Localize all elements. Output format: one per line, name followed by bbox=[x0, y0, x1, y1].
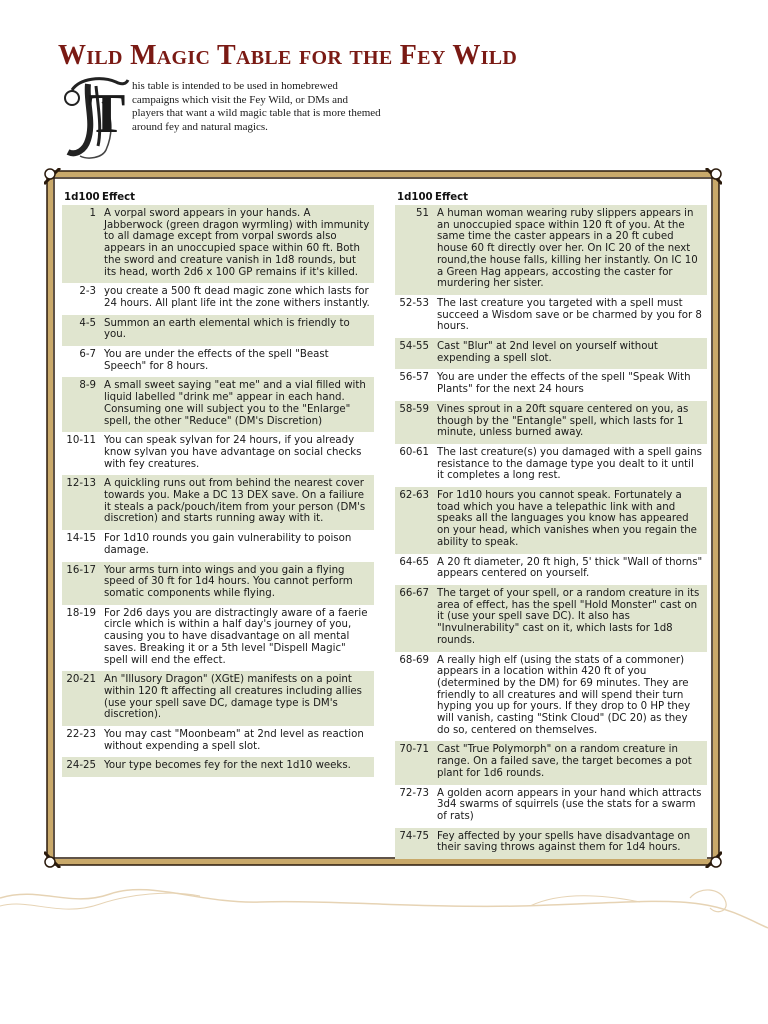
roll-value: 16-17 bbox=[66, 564, 96, 576]
roll-value: 24-25 bbox=[66, 760, 96, 772]
roll-value: 70-71 bbox=[399, 744, 429, 756]
table-row bbox=[395, 652, 707, 742]
roll-value: 64-65 bbox=[399, 556, 429, 568]
effect-text: For 1d10 rounds you gain vulnerability to poison damage. bbox=[104, 533, 352, 556]
header-dice: 1d100 bbox=[397, 192, 433, 203]
wild-magic-table bbox=[62, 185, 707, 859]
table-row bbox=[62, 432, 374, 475]
table-row bbox=[62, 757, 374, 777]
roll-value: 10-11 bbox=[66, 435, 96, 447]
roll-value: 58-59 bbox=[399, 403, 429, 415]
table-row bbox=[395, 741, 707, 784]
table-row bbox=[62, 605, 374, 672]
effect-text: A human woman wearing ruby slippers appears in an unoccupied space within 120 ft of you. At the same time the caster appears in a 20 ft cubed house 60 ft directly over her. On IC 20 of the next round,the house falls, killing her instantly. On IC 10 a Green Hag appears, accosting the caster for murdering her sister. bbox=[437, 208, 698, 290]
table-row bbox=[62, 562, 374, 605]
effect-text: A 20 ft diameter, 20 ft high, 5' thick "Wall of thorns" appears centered on yourself. bbox=[437, 556, 703, 580]
effect-text: A golden acorn appears in your hand which attracts 3d4 swarms of squirrels (use the stats for a swarm of rats) bbox=[437, 787, 702, 822]
table-row bbox=[62, 530, 374, 561]
roll-value: 8-9 bbox=[79, 380, 96, 392]
table-header bbox=[395, 185, 707, 205]
table-row bbox=[395, 401, 707, 444]
effect-text: Fey affected by your spells have disadvantage on their saving throws against them for 1d4 hours. bbox=[437, 830, 691, 854]
roll-value: 14-15 bbox=[66, 533, 96, 545]
effect-text: You are under the effects of the spell "Beast Speech" for 8 hours. bbox=[104, 349, 329, 372]
table-row bbox=[395, 369, 707, 400]
table-row bbox=[62, 205, 374, 283]
table-row bbox=[62, 726, 374, 757]
effect-text: Summon an earth elemental which is friendly to you. bbox=[104, 317, 350, 341]
header-dice: 1d100 bbox=[64, 192, 100, 203]
table-column-right bbox=[395, 185, 707, 859]
table-row bbox=[395, 205, 707, 295]
table-row bbox=[395, 585, 707, 652]
effect-text: For 1d10 hours you cannot speak. Fortunately a toad which you have a telepathic link with and speaks all the languages you know has appeared on your head, which vanishes when you regain the ability to speak. bbox=[437, 490, 697, 548]
effect-text: The last creature(s) you damaged with a spell gains resistance to the damage type you dealt to it until it completes a long rest. bbox=[437, 446, 702, 482]
effect-text: An "Illusory Dragon" (XGtE) manifests on a point within 120 ft affecting all creatures including allies (use your spell save DC, damage type is DM's discretion). bbox=[104, 674, 362, 721]
roll-value: 6-7 bbox=[79, 349, 96, 361]
effect-text: A quickling runs out from behind the nearest cover towards you. Make a DC 13 DEX save. On a failiure it steals a pack/pouch/item from your person (DM's discretion) and starts running away with it. bbox=[104, 478, 366, 525]
roll-value: 4-5 bbox=[79, 317, 96, 329]
effect-text: A small sweet saying "eat me" and a vial filled with liquid labelled "drink me" appear in each hand. Consuming one will subject you to the "Enlarge" spell, the other "Reduce" (DM's Discretion) bbox=[104, 380, 366, 427]
effect-text: You may cast "Moonbeam" at 2nd level as reaction without expending a spell slot. bbox=[104, 729, 364, 752]
effect-text: A really high elf (using the stats of a commoner) appears in a location within 420 ft of you (determined by the DM) for 69 minutes. They are friendly to all creatures and will spend their turn hyping you up for yours. If they drop to 0 HP they will vanish, casting "Stink Cloud" (DC 20) as they do so, centered on themselves. bbox=[437, 654, 691, 736]
roll-value: 51 bbox=[416, 208, 429, 219]
table-row bbox=[395, 338, 707, 369]
roll-value: 54-55 bbox=[399, 341, 429, 353]
effect-text: The target of your spell, or a random creature in its area of effect, has the spell "Hold Monster" cast on it (use your spell save DC). It also has "Invulnerability" cast on it, which lasts for 1d8 rounds. bbox=[437, 587, 700, 646]
roll-value: 60-61 bbox=[399, 446, 429, 458]
header-effect: Effect bbox=[102, 192, 136, 203]
table-column-left bbox=[62, 185, 374, 859]
table-row bbox=[62, 671, 374, 726]
table-row bbox=[395, 785, 707, 828]
roll-value: 1 bbox=[89, 208, 96, 219]
effect-text: The last creature you targeted with a spell must succeed a Wisdom save or be charmed by you for 8 hours. bbox=[437, 297, 702, 333]
effect-text: You can speak sylvan for 24 hours, if you already know sylvan you have advantage on social checks with fey creatures. bbox=[104, 435, 362, 470]
effect-text: Cast "True Polymorph" on a random creature in range. On a failed save, the target becomes a pot plant for 1d6 rounds. bbox=[437, 744, 692, 779]
drop-cap-letter bbox=[58, 72, 132, 162]
effect-text: Your type becomes fey for the next 1d10 weeks. bbox=[104, 760, 351, 772]
effect-text: you create a 500 ft dead magic zone which lasts for 24 hours. All plant life int the zone withers instantly. bbox=[104, 286, 370, 309]
table-row bbox=[62, 377, 374, 432]
roll-value: 20-21 bbox=[66, 674, 96, 686]
roll-value: 12-13 bbox=[66, 478, 96, 490]
table-row bbox=[395, 554, 707, 585]
roll-value: 56-57 bbox=[399, 372, 429, 384]
table-header bbox=[62, 185, 374, 205]
table-row bbox=[395, 828, 707, 859]
roll-value: 52-53 bbox=[399, 297, 429, 309]
table-row bbox=[62, 315, 374, 346]
roll-value: 2-3 bbox=[79, 286, 96, 298]
table-row bbox=[395, 444, 707, 487]
effect-text: Your arms turn into wings and you gain a flying speed of 30 ft for 1d4 hours. You cannot perform somatic components while flying. bbox=[104, 564, 353, 599]
effect-text: You are under the effects of the spell "Speak With Plants" for the next 24 hours bbox=[437, 372, 691, 396]
roll-value: 66-67 bbox=[399, 587, 429, 599]
table-row bbox=[62, 283, 374, 314]
effect-text: For 2d6 days you are distractingly aware of a faerie circle which is within a half day's journey of you, causing you to have disadvantage on all mental saves. Breaking it or a 5th level "Dispell Magic" spell will end the effect. bbox=[104, 607, 368, 666]
table-row bbox=[395, 487, 707, 554]
roll-value: 68-69 bbox=[399, 654, 429, 666]
roll-value: 22-23 bbox=[66, 729, 96, 741]
roll-value: 18-19 bbox=[66, 607, 96, 619]
intro-paragraph: his table is intended to be used in homebrewed campaigns which visit the Fey Wild, or DMs and players that want a wild magic table that is more themed around fey and natural magics. bbox=[132, 80, 381, 133]
effect-text: Cast "Blur" at 2nd level on yourself without expending a spell slot. bbox=[437, 341, 658, 364]
page-title: Wild Magic Table for the Fey Wild bbox=[58, 40, 518, 71]
effect-text: Vines sprout in a 20ft square centered on you, as though by the "Entangle" spell, which lasts for 1 minute, unless burned away. bbox=[437, 403, 689, 439]
decorative-swirl bbox=[0, 868, 768, 948]
roll-value: 62-63 bbox=[399, 490, 429, 502]
table-row bbox=[395, 295, 707, 338]
roll-value: 72-73 bbox=[399, 787, 429, 799]
svg-text:T: T bbox=[88, 83, 126, 145]
header-effect: Effect bbox=[435, 192, 469, 203]
roll-value: 74-75 bbox=[399, 830, 429, 842]
table-row bbox=[62, 346, 374, 377]
table-row bbox=[62, 475, 374, 530]
effect-text: A vorpal sword appears in your hands. A Jabberwock (green dragon wyrmling) with immunity to all damage except from vorpal swords also appears in an unoccupied space within 60 ft. Both the sword and creature vanish in 1d8 rounds, but its head, worth 2d6 x 100 GP remains if it's killed. bbox=[104, 208, 370, 278]
